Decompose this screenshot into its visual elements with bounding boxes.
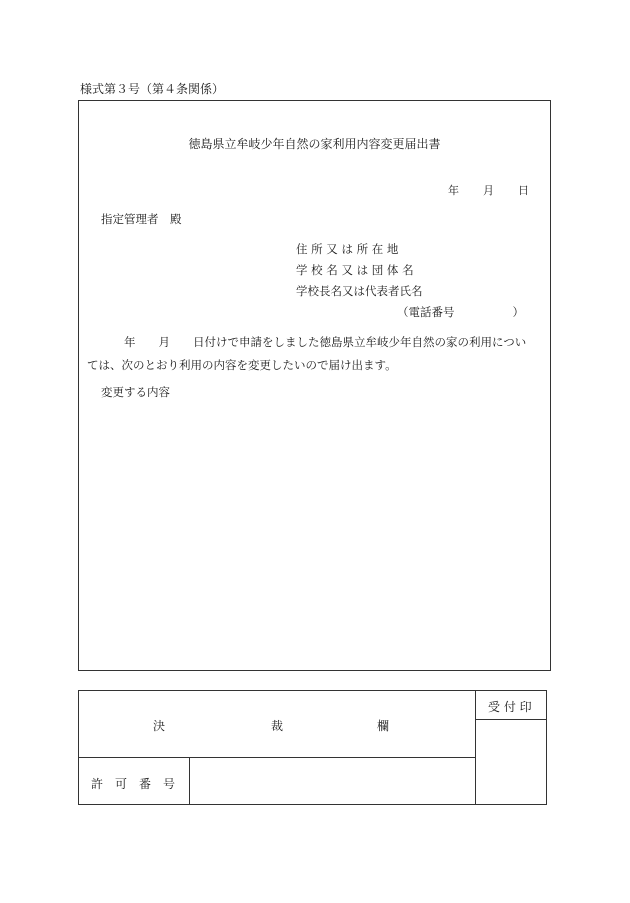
permit-number-label: 許 可 番 号 (91, 777, 176, 791)
request-statement (87, 331, 543, 377)
phone-close-paren: ） (512, 305, 524, 319)
decision-column-label-2: 裁 (271, 719, 284, 733)
request-statement-line1: 年 月 日付けで申請をしました徳島県立牟岐少年自然の家の利用につい (124, 335, 527, 349)
addressee: 指定管理者 殿 (101, 212, 182, 226)
school-name-label: 学 校 名 又 は 団 体 名 (296, 263, 414, 277)
form-number: 様式第３号（第４条関係） (80, 82, 225, 96)
phone-number-line (397, 304, 524, 320)
address-label: 住 所 又 は 所 在 地 (296, 242, 399, 256)
receipt-stamp-label: 受 付 印 (488, 700, 532, 714)
decision-column-label-1: 決 (153, 719, 166, 733)
permit-number-field[interactable] (190, 758, 474, 804)
decision-column-label-3: 欄 (377, 719, 390, 733)
table-divider-vertical (475, 691, 476, 804)
office-use-table (78, 690, 547, 805)
date-line (448, 182, 529, 198)
application-form-box (78, 100, 551, 671)
date-year-label: 年 (448, 184, 459, 197)
change-content-label: 変更する内容 (101, 385, 170, 399)
phone-label: （電話番号 (397, 305, 455, 319)
stamp-divider-horizontal (475, 719, 546, 720)
request-statement-line2: ては、次のとおり利用の内容を変更したいので届け出ます。 (87, 358, 397, 372)
representative-label: 学校長名又は代表者氏名 (296, 284, 423, 298)
form-title: 徳島県立牟岐少年自然の家利用内容変更届出書 (188, 137, 441, 151)
date-month-label: 月 (483, 184, 494, 197)
date-day-label: 日 (518, 184, 529, 197)
